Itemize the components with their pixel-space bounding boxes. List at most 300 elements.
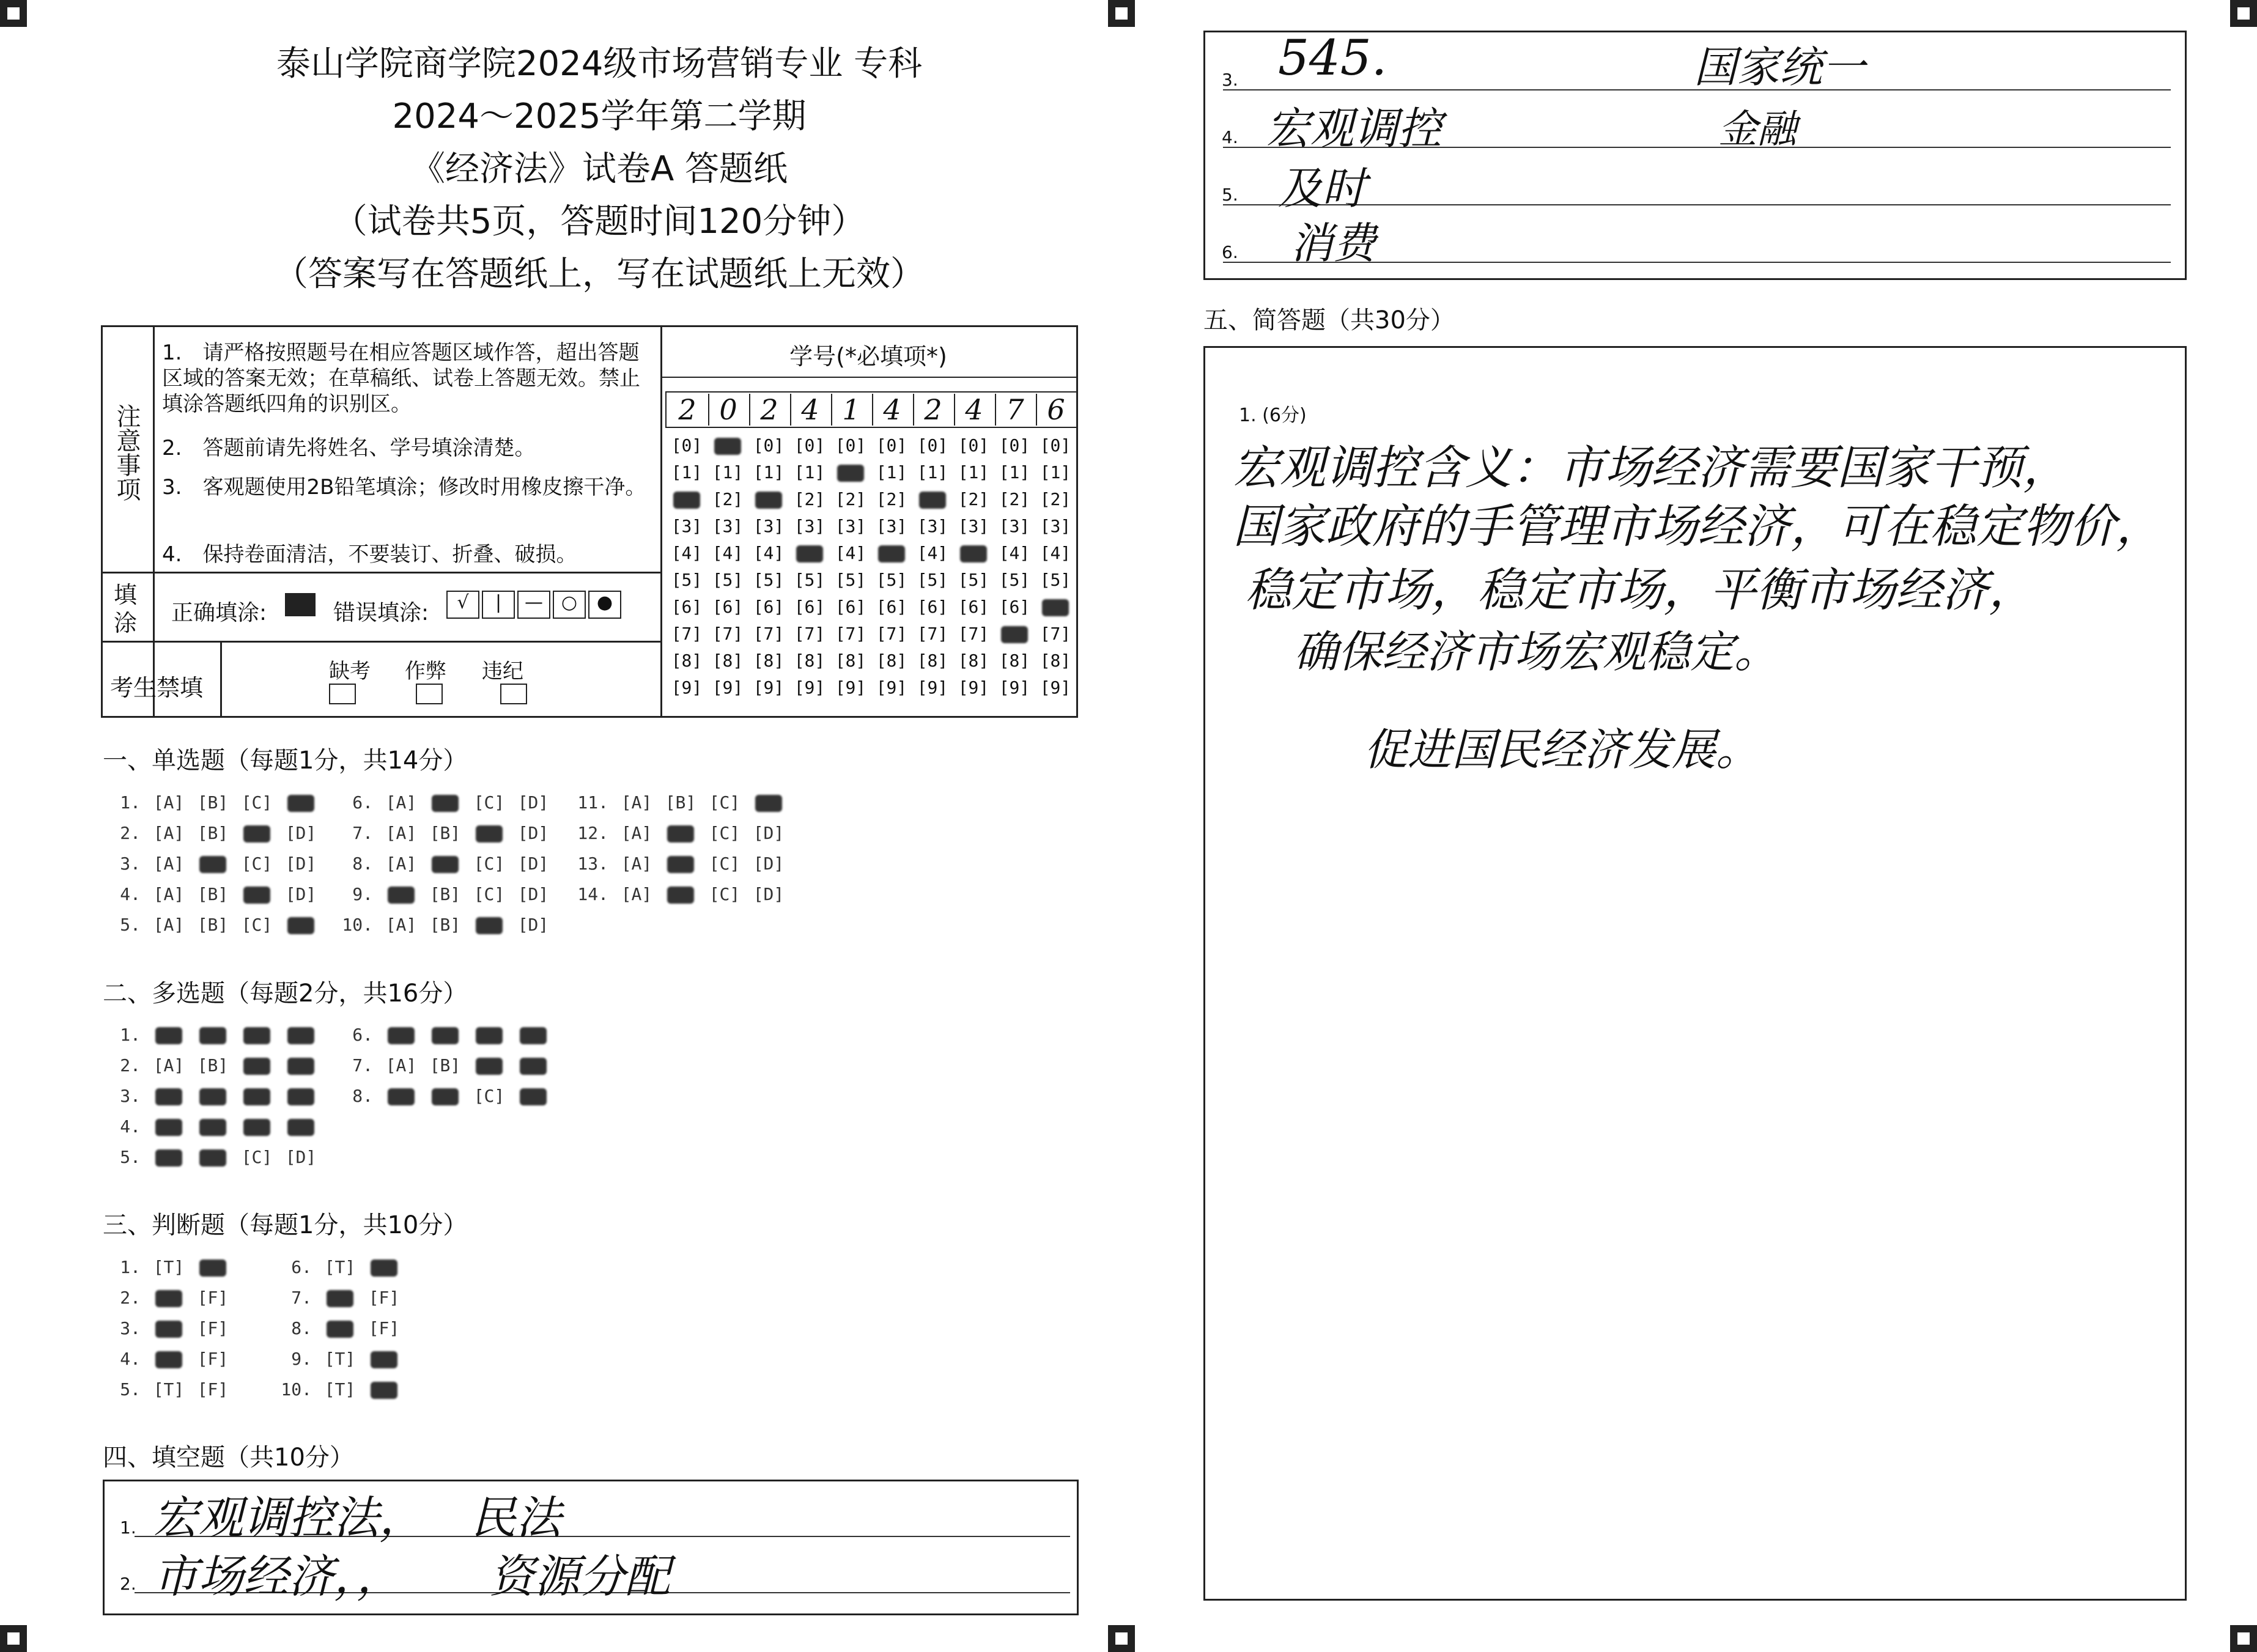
- single-choice-option[interactable]: [423, 792, 467, 813]
- single-choice-option[interactable]: [D]: [517, 915, 549, 935]
- single-choice-option[interactable]: [A]: [153, 854, 185, 874]
- student-id-bubble[interactable]: [7]: [671, 624, 703, 644]
- single-choice-option[interactable]: [D]: [753, 884, 785, 904]
- student-id-bubble[interactable]: [0]: [876, 435, 907, 455]
- student-id-bubble[interactable]: [1]: [917, 462, 948, 482]
- single-choice-option[interactable]: [B]: [197, 915, 229, 935]
- single-choice-option[interactable]: [423, 854, 467, 874]
- exam-title-line1: 泰山学院商学院2024级市场营销专业 专科: [276, 44, 923, 84]
- single-choice-option[interactable]: [A]: [621, 884, 652, 904]
- single-choice-option[interactable]: [B]: [197, 823, 229, 843]
- forbidden-absent-checkbox[interactable]: [329, 684, 356, 704]
- student-id-bubble[interactable]: [6]: [999, 597, 1030, 617]
- fill-correct-sample: [285, 593, 316, 616]
- student-id-bubble[interactable]: [8]: [671, 651, 703, 671]
- filled-mark-icon: [199, 856, 226, 873]
- fill-wrong-label: 错误填涂:: [333, 600, 429, 625]
- fill-answer-1a: 宏观调控法，: [153, 1492, 424, 1544]
- short-answer-line-1: 宏观调控含义：市场经济需要国家干预，: [1233, 440, 2069, 495]
- student-id-bubble[interactable]: [870, 543, 913, 563]
- student-id-bubble[interactable]: [7]: [958, 624, 989, 644]
- multi-choice-option[interactable]: [191, 1025, 235, 1045]
- student-id-bubble[interactable]: [8]: [917, 651, 948, 671]
- filled-mark-icon: [155, 1149, 182, 1167]
- student-id-bubble[interactable]: [2]: [794, 489, 826, 509]
- student-id-bubble[interactable]: [5]: [1040, 570, 1071, 590]
- single-choice-number: 13.: [577, 854, 608, 874]
- student-id-bubble[interactable]: [3]: [1040, 516, 1071, 536]
- student-id-bubble[interactable]: [665, 489, 708, 509]
- filled-mark-icon: [476, 825, 503, 843]
- fill-answer-2a: 市场经济，，: [153, 1551, 402, 1603]
- single-choice-option[interactable]: [C]: [241, 915, 273, 935]
- judge-option[interactable]: [T]: [153, 1257, 185, 1277]
- student-id-bubble[interactable]: [8]: [999, 651, 1030, 671]
- student-id-bubble[interactable]: [5]: [958, 570, 989, 590]
- single-choice-option[interactable]: [D]: [753, 854, 785, 874]
- student-id-bubble[interactable]: [1]: [794, 462, 826, 482]
- forbidden-label: 考生禁填: [110, 674, 204, 701]
- fill-answer-2b: 资源分配: [489, 1551, 670, 1603]
- student-id-bubble[interactable]: [1]: [712, 462, 744, 482]
- student-id-bubble[interactable]: [829, 462, 872, 482]
- filled-mark-icon: [371, 1382, 397, 1399]
- student-id-bubble[interactable]: [706, 435, 749, 455]
- fill-blank-title: 四、填空题（共10分）: [103, 1444, 354, 1472]
- judge-option[interactable]: [F]: [197, 1349, 229, 1369]
- filled-mark-icon: [371, 1351, 397, 1368]
- single-choice-question: [336, 792, 555, 813]
- student-id-bubble[interactable]: [2]: [958, 489, 989, 509]
- student-id-bubble[interactable]: [6]: [753, 597, 785, 617]
- multi-choice-option[interactable]: [B]: [429, 1055, 461, 1075]
- student-id-bubble[interactable]: [4]: [999, 543, 1030, 563]
- single-choice-option[interactable]: [467, 915, 511, 935]
- student-id-bubble[interactable]: [7]: [835, 624, 866, 644]
- single-choice-option[interactable]: [C]: [241, 792, 273, 813]
- student-id-bubble[interactable]: [8]: [753, 651, 785, 671]
- student-id-bubble[interactable]: [9]: [958, 677, 989, 698]
- multi-choice-option[interactable]: [379, 1025, 423, 1045]
- student-id-bubble[interactable]: [4]: [917, 543, 948, 563]
- single-choice-option[interactable]: [A]: [385, 823, 417, 843]
- student-id-digit: 2: [912, 394, 955, 426]
- student-id-bubble[interactable]: [9]: [917, 677, 948, 698]
- filled-mark-icon: [520, 1027, 547, 1044]
- student-id-bubble[interactable]: [4]: [1040, 543, 1071, 563]
- student-id-bubble[interactable]: [7]: [1040, 624, 1071, 644]
- single-choice-option[interactable]: [379, 884, 423, 904]
- filled-mark-icon: [878, 545, 905, 562]
- fill-answer-1b: 民法: [471, 1492, 561, 1544]
- single-choice-option[interactable]: [C]: [709, 792, 741, 813]
- student-id-bubble[interactable]: [747, 489, 790, 509]
- student-id-bubble[interactable]: [0]: [835, 435, 866, 455]
- student-id-bubble[interactable]: [788, 543, 831, 563]
- student-id-bubble[interactable]: [9]: [753, 677, 785, 698]
- single-choice-option[interactable]: [B]: [429, 884, 461, 904]
- single-choice-question: [104, 884, 323, 904]
- single-choice-option[interactable]: [D]: [285, 884, 317, 904]
- student-id-bubble[interactable]: [2]: [835, 489, 866, 509]
- multi-choice-option[interactable]: [467, 1025, 511, 1045]
- multi-choice-option[interactable]: [511, 1025, 555, 1045]
- fill-answer-4b: 金融: [1718, 107, 1797, 152]
- student-id-bubble[interactable]: [1]: [876, 462, 907, 482]
- multi-choice-question: [104, 1025, 323, 1045]
- single-choice-question: [336, 854, 555, 874]
- filled-mark-icon: [243, 1119, 270, 1136]
- single-choice-option[interactable]: [D]: [285, 823, 317, 843]
- single-choice-option[interactable]: [A]: [153, 823, 185, 843]
- filled-mark-icon: [919, 492, 946, 509]
- student-id-bubble[interactable]: [3]: [671, 516, 703, 536]
- filled-mark-icon: [714, 438, 741, 455]
- single-choice-option[interactable]: [A]: [385, 792, 417, 813]
- fill-num-5: 5.: [1222, 185, 1238, 205]
- filled-mark-icon: [155, 1088, 182, 1105]
- student-id-bubble[interactable]: [4]: [753, 543, 785, 563]
- student-id-bubble[interactable]: [2]: [999, 489, 1030, 509]
- judge-option[interactable]: [147, 1318, 191, 1338]
- single-choice-option[interactable]: [B]: [197, 792, 229, 813]
- multi-choice-option[interactable]: [511, 1055, 555, 1075]
- single-choice-option[interactable]: [747, 792, 791, 813]
- student-id-bubble[interactable]: [2]: [712, 489, 744, 509]
- multi-choice-option[interactable]: [191, 1147, 235, 1167]
- single-choice-option[interactable]: [C]: [709, 884, 741, 904]
- single-choice-option[interactable]: [C]: [241, 854, 273, 874]
- single-choice-option[interactable]: [D]: [517, 854, 549, 874]
- student-id-bubble[interactable]: [0]: [794, 435, 826, 455]
- multi-choice-option[interactable]: [379, 1086, 423, 1106]
- multi-choice-option[interactable]: [279, 1086, 323, 1106]
- single-choice-option[interactable]: [C]: [473, 884, 505, 904]
- filled-mark-icon: [667, 856, 694, 873]
- judge-option[interactable]: [F]: [368, 1288, 400, 1308]
- student-id-bubble[interactable]: [9]: [835, 677, 866, 698]
- single-choice-question: [336, 823, 555, 843]
- multi-choice-option[interactable]: [467, 1055, 511, 1075]
- student-id-bubble[interactable]: [7]: [712, 624, 744, 644]
- single-choice-question: [104, 823, 323, 843]
- student-id-bubble[interactable]: [9]: [712, 677, 744, 698]
- student-id-title-line: [660, 377, 1076, 378]
- judge-option[interactable]: [318, 1288, 362, 1308]
- student-id-bubble[interactable]: [5]: [753, 570, 785, 590]
- single-choice-option[interactable]: [D]: [285, 854, 317, 874]
- multi-choice-option[interactable]: [C]: [241, 1147, 273, 1167]
- filled-mark-icon: [199, 1119, 226, 1136]
- student-id-bubble[interactable]: [3]: [712, 516, 744, 536]
- student-id-bubble[interactable]: [6]: [794, 597, 826, 617]
- student-id-bubble[interactable]: [4]: [712, 543, 744, 563]
- judge-option[interactable]: [F]: [197, 1379, 229, 1399]
- judge-option[interactable]: [F]: [368, 1318, 400, 1338]
- forbidden-divider-v: [220, 641, 222, 718]
- single-choice-option[interactable]: [659, 884, 703, 904]
- filled-mark-icon: [287, 1027, 314, 1044]
- student-id-bubble[interactable]: [1]: [999, 462, 1030, 482]
- student-id-bubble[interactable]: [0]: [999, 435, 1030, 455]
- judge-option[interactable]: [F]: [197, 1318, 229, 1338]
- student-id-bubble[interactable]: [9]: [671, 677, 703, 698]
- judge-number: 10.: [281, 1379, 312, 1399]
- single-choice-number: 10.: [342, 915, 373, 935]
- corner-marker-top-left: [0, 0, 27, 27]
- student-id-bubble[interactable]: [7]: [794, 624, 826, 644]
- single-choice-option[interactable]: [279, 915, 323, 935]
- multi-choice-option[interactable]: [235, 1025, 279, 1045]
- single-choice-title: 一、单选题（每题1分，共14分）: [103, 747, 468, 775]
- student-id-bubble[interactable]: [2]: [1040, 489, 1071, 509]
- student-id-bubble[interactable]: [8]: [1040, 651, 1071, 671]
- judge-question: [104, 1288, 235, 1308]
- student-id-bubble[interactable]: [952, 543, 995, 563]
- student-id-bubble[interactable]: [5]: [876, 570, 907, 590]
- single-choice-option[interactable]: [A]: [153, 792, 185, 813]
- student-id-bubble[interactable]: [0]: [917, 435, 948, 455]
- student-id-bubble[interactable]: [7]: [753, 624, 785, 644]
- judge-option[interactable]: [147, 1349, 191, 1369]
- student-id-bubble[interactable]: [9]: [876, 677, 907, 698]
- filled-mark-icon: [432, 1027, 459, 1044]
- student-id-bubble[interactable]: [6]: [876, 597, 907, 617]
- student-id-bubble[interactable]: [8]: [712, 651, 744, 671]
- single-choice-option[interactable]: [C]: [709, 854, 741, 874]
- single-choice-question: [104, 854, 323, 874]
- student-id-bubble[interactable]: [1]: [671, 462, 703, 482]
- single-choice-number: 3.: [120, 854, 141, 874]
- notice-divider-h2: [101, 641, 660, 643]
- student-id-bubble[interactable]: [3]: [917, 516, 948, 536]
- student-id-bubble[interactable]: [8]: [876, 651, 907, 671]
- student-id-bubble[interactable]: [3]: [876, 516, 907, 536]
- student-id-bubble[interactable]: [5]: [671, 570, 703, 590]
- student-id-digit: 6: [1035, 394, 1078, 426]
- multi-choice-number: 8.: [352, 1086, 373, 1106]
- single-choice-option[interactable]: [D]: [753, 823, 785, 843]
- multi-choice-option[interactable]: [191, 1116, 235, 1137]
- filled-mark-icon: [520, 1088, 547, 1105]
- multi-choice-option[interactable]: [279, 1025, 323, 1045]
- single-choice-option[interactable]: [279, 792, 323, 813]
- multi-choice-option[interactable]: [423, 1025, 467, 1045]
- student-id-bubble[interactable]: [3]: [794, 516, 826, 536]
- exam-title-line5: （答案写在答题纸上，写在试题纸上无效）: [274, 254, 925, 294]
- multi-choice-option[interactable]: [235, 1116, 279, 1137]
- judge-option[interactable]: [362, 1257, 406, 1277]
- single-choice-number: 14.: [577, 884, 608, 904]
- multi-choice-option[interactable]: [C]: [473, 1086, 505, 1106]
- student-id-bubble[interactable]: [0]: [958, 435, 989, 455]
- multi-choice-option[interactable]: [147, 1025, 191, 1045]
- single-choice-number: 5.: [120, 915, 141, 935]
- short-answer-q1-label: 1. (6分): [1239, 405, 1307, 426]
- student-id-bubble[interactable]: [5]: [794, 570, 826, 590]
- single-choice-option[interactable]: [A]: [621, 823, 652, 843]
- multi-choice-number: 2.: [120, 1055, 141, 1075]
- judge-option[interactable]: [T]: [324, 1257, 356, 1277]
- single-choice-option[interactable]: [D]: [517, 823, 549, 843]
- student-id-bubble[interactable]: [8]: [794, 651, 826, 671]
- single-choice-option[interactable]: [D]: [517, 884, 549, 904]
- filled-mark-icon: [476, 1027, 503, 1044]
- fill-answer-3b: 国家统一: [1694, 42, 1865, 92]
- single-choice-option[interactable]: [C]: [709, 823, 741, 843]
- multi-choice-option[interactable]: [191, 1086, 235, 1106]
- student-id-bubble[interactable]: [1]: [753, 462, 785, 482]
- student-id-bubble[interactable]: [993, 624, 1036, 644]
- single-choice-option[interactable]: [235, 884, 279, 904]
- single-choice-question: [572, 854, 791, 874]
- judge-option[interactable]: [T]: [153, 1379, 185, 1399]
- judge-option[interactable]: [318, 1318, 362, 1338]
- multi-choice-option[interactable]: [235, 1055, 279, 1075]
- single-choice-option[interactable]: [B]: [197, 884, 229, 904]
- filled-mark-icon: [520, 1058, 547, 1075]
- student-id-bubble[interactable]: [4]: [671, 543, 703, 563]
- judge-option[interactable]: [362, 1379, 406, 1399]
- multi-choice-question: [104, 1086, 323, 1106]
- fill-num-6: 6.: [1222, 242, 1238, 262]
- student-id-bubble[interactable]: [1]: [1040, 462, 1071, 482]
- filled-mark-icon: [837, 465, 864, 482]
- wrong-dash-icon: —: [517, 591, 550, 619]
- single-choice-option[interactable]: [467, 823, 511, 843]
- student-id-bubble[interactable]: [6]: [917, 597, 948, 617]
- student-id-bubble[interactable]: [5]: [917, 570, 948, 590]
- single-choice-option[interactable]: [A]: [153, 884, 185, 904]
- single-choice-option[interactable]: [A]: [385, 854, 417, 874]
- filled-mark-icon: [755, 795, 782, 812]
- student-id-bubble[interactable]: [6]: [958, 597, 989, 617]
- single-choice-option[interactable]: [C]: [473, 854, 505, 874]
- single-choice-option[interactable]: [235, 823, 279, 843]
- student-id-bubble[interactable]: [5]: [999, 570, 1030, 590]
- judge-number: 5.: [120, 1379, 141, 1399]
- student-id-bubble[interactable]: [6]: [712, 597, 744, 617]
- student-id-bubble[interactable]: [9]: [999, 677, 1030, 698]
- judge-option[interactable]: [362, 1349, 406, 1369]
- filled-mark-icon: [287, 795, 314, 812]
- judge-number: 6.: [291, 1257, 312, 1277]
- filled-mark-icon: [155, 1290, 182, 1307]
- student-id-bubble[interactable]: [8]: [835, 651, 866, 671]
- judge-option[interactable]: [147, 1288, 191, 1308]
- multi-choice-option[interactable]: [423, 1086, 467, 1106]
- student-id-digit: 1: [830, 394, 873, 426]
- filled-mark-icon: [155, 1119, 182, 1136]
- forbidden-violation-checkbox[interactable]: [500, 684, 527, 704]
- multi-choice-option[interactable]: [147, 1147, 191, 1167]
- single-choice-option[interactable]: [A]: [621, 792, 652, 813]
- multi-choice-question: [336, 1086, 555, 1106]
- student-id-bubble[interactable]: [6]: [671, 597, 703, 617]
- single-choice-option[interactable]: [B]: [665, 792, 696, 813]
- student-id-bubble[interactable]: [7]: [917, 624, 948, 644]
- multi-choice-option[interactable]: [147, 1086, 191, 1106]
- judge-option[interactable]: [T]: [324, 1349, 356, 1369]
- student-id-bubble[interactable]: [9]: [1040, 677, 1071, 698]
- student-id-bubble[interactable]: [5]: [835, 570, 866, 590]
- forbidden-cheat-checkbox[interactable]: [416, 684, 443, 704]
- judge-number: 7.: [291, 1288, 312, 1308]
- multi-choice-option[interactable]: [A]: [153, 1055, 185, 1075]
- judge-title: 三、判断题（每题1分，共10分）: [103, 1211, 468, 1239]
- student-id-bubble[interactable]: [0]: [671, 435, 703, 455]
- multi-choice-option[interactable]: [B]: [197, 1055, 229, 1075]
- corner-marker-bottom-left: [0, 1625, 27, 1652]
- multi-choice-option[interactable]: [A]: [385, 1055, 417, 1075]
- single-choice-option[interactable]: [659, 854, 703, 874]
- filled-mark-icon: [327, 1321, 353, 1338]
- student-id-digit: 2: [748, 394, 791, 426]
- student-id-bubble[interactable]: [5]: [712, 570, 744, 590]
- exam-title-line4: （试卷共5页，答题时间120分钟）: [333, 202, 866, 242]
- judge-option[interactable]: [191, 1257, 235, 1277]
- multi-choice-option[interactable]: [279, 1116, 323, 1137]
- notice-label: 注意事项: [113, 404, 141, 501]
- single-choice-option[interactable]: [D]: [517, 792, 549, 813]
- student-id-bubble[interactable]: [3]: [753, 516, 785, 536]
- multi-choice-option[interactable]: [235, 1086, 279, 1106]
- single-choice-option[interactable]: [C]: [473, 792, 505, 813]
- fill-num-1: 1.: [120, 1517, 136, 1538]
- multi-choice-option[interactable]: [147, 1116, 191, 1137]
- filled-mark-icon: [1042, 599, 1069, 616]
- single-choice-question: [104, 915, 323, 935]
- filled-mark-icon: [476, 917, 503, 934]
- student-id-bubble[interactable]: [0]: [1040, 435, 1071, 455]
- student-id-bubble[interactable]: [2]: [876, 489, 907, 509]
- student-id-bubble[interactable]: [3]: [999, 516, 1030, 536]
- single-choice-option[interactable]: [B]: [429, 915, 461, 935]
- fill-answer-3a: 545.: [1278, 29, 1387, 86]
- single-choice-option[interactable]: [191, 854, 235, 874]
- corner-marker-top-middle: [1108, 0, 1135, 27]
- student-id-bubble[interactable]: [1]: [958, 462, 989, 482]
- multi-choice-option[interactable]: [279, 1055, 323, 1075]
- notice-divider-v: [153, 325, 155, 718]
- fill-answer-5a: 及时: [1278, 163, 1367, 214]
- fill-correct-label: 正确填涂:: [171, 600, 267, 625]
- single-choice-option[interactable]: [B]: [429, 823, 461, 843]
- multi-choice-option[interactable]: [D]: [285, 1147, 317, 1167]
- student-id-bubble[interactable]: [3]: [958, 516, 989, 536]
- student-id-bubble[interactable]: [6]: [835, 597, 866, 617]
- student-id-bubble[interactable]: [1034, 597, 1077, 617]
- single-choice-option[interactable]: [A]: [621, 854, 652, 874]
- student-id-bubble[interactable]: [911, 489, 954, 509]
- single-choice-question: [336, 884, 555, 904]
- forbidden-cheat-label: 作弊: [405, 659, 446, 684]
- single-choice-option[interactable]: [A]: [153, 915, 185, 935]
- student-id-bubble[interactable]: [3]: [835, 516, 866, 536]
- forbidden-violation-label: 违纪: [482, 659, 523, 684]
- judge-option[interactable]: [T]: [324, 1379, 356, 1399]
- student-id-bubble[interactable]: [8]: [958, 651, 989, 671]
- judge-question: [275, 1318, 406, 1338]
- student-id-bubble[interactable]: [7]: [876, 624, 907, 644]
- judge-option[interactable]: [F]: [197, 1288, 229, 1308]
- student-id-bubble[interactable]: [4]: [835, 543, 866, 563]
- single-choice-option[interactable]: [A]: [385, 915, 417, 935]
- multi-choice-option[interactable]: [511, 1086, 555, 1106]
- single-choice-option[interactable]: [659, 823, 703, 843]
- student-id-bubble[interactable]: [0]: [753, 435, 785, 455]
- student-id-bubble[interactable]: [9]: [794, 677, 826, 698]
